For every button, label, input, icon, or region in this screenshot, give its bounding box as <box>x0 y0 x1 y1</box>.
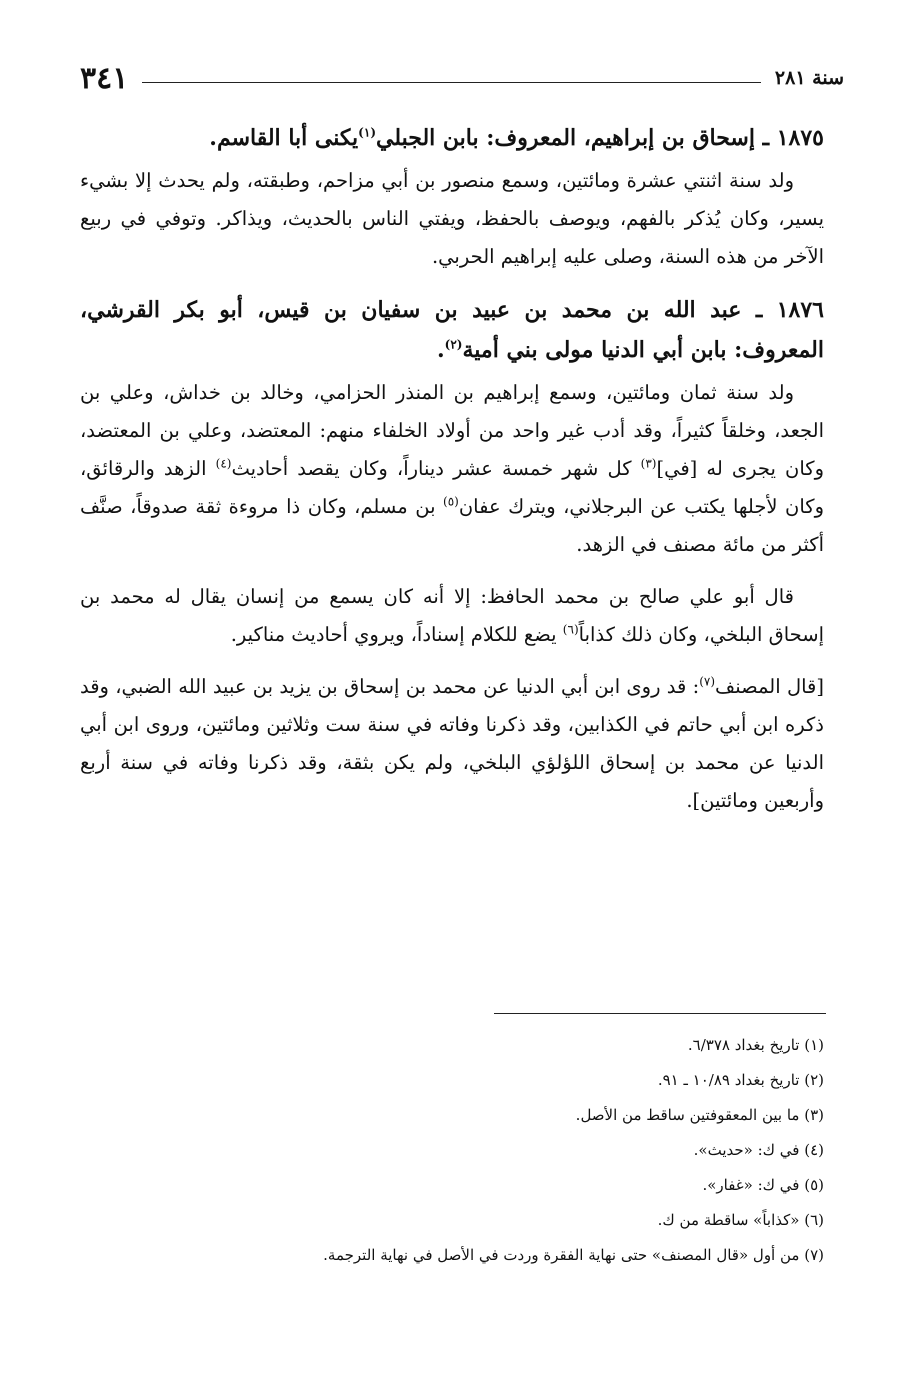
footnote-ref[interactable]: (٤) <box>215 456 232 471</box>
page-number: ٣٤١ <box>80 60 129 96</box>
entry-title-end: . <box>436 337 445 363</box>
footnote-ref[interactable]: (٧) <box>699 674 716 689</box>
footnote-ref[interactable]: (١) <box>358 125 376 140</box>
footnote: (٤) في ك: «حديث». <box>693 1141 824 1159</box>
entry-paragraph <box>80 374 824 564</box>
header-rule <box>142 82 761 83</box>
footnote: (٦) «كذاباً» ساقطة من ك. <box>657 1211 824 1229</box>
footnote: (٧) من أول «قال المصنف» حتى نهاية الفقرة وردت في الأصل في نهاية الترجمة. <box>323 1246 824 1264</box>
entry-title-1875 <box>80 118 824 158</box>
footnote-ref[interactable]: (٦) <box>562 622 579 637</box>
paragraph-text: ولد سنة ثمان ومائتين، وسمع إبراهيم بن المنذر الحزامي، وخالد بن خداش، وعلي بن الجعد، وخلقاً كثيراً، وقد أدب غير واحد من أولاد الخلفاء منهم: المعتضد، وعلي بن المعتضد، وكان يجرى له [في] <box>80 381 824 480</box>
paragraph-text: [قال المصنف <box>715 675 824 698</box>
main-text <box>80 118 824 834</box>
paragraph-text: الزهد والرقائق، وكان لأجلها يكتب عن البرجلاني، ويترك عفان <box>80 457 824 518</box>
entry-title-end: يكنى أبا القاسم. <box>209 125 359 151</box>
page-header <box>80 56 844 100</box>
paragraph-text: بن مسلم، وكان ذا مروءة ثقة صدوقاً، صنَّف أكثر من مائة مصنف في الزهد. <box>80 495 824 556</box>
entry-title-text: ١٨٧٥ ـ إسحاق بن إبراهيم، المعروف: بابن الجبلي <box>376 125 824 151</box>
paragraph-text: قال أبو علي صالح بن محمد الحافظ: إلا أنه كان يسمع من إنسان يقال له محمد بن إسحاق البلخي، وكان ذلك كذاباً <box>80 585 824 646</box>
running-head: سنة ٢٨١ <box>774 67 844 89</box>
paragraph-text: : قد روى ابن أبي الدنيا عن محمد بن إسحاق بن يزيد بن عبيد الله الضبي، وقد ذكره ابن أبي حاتم في الكذابين، وقد ذكرنا وفاته في سنة ست وثلاثين ومائتين، وروى ابن أبي الدنيا عن محمد بن إسحاق اللؤلؤي البلخي، ولم يكن بثقة، وقد ذكرنا وفاته في سنة أربع وأربعين ومائتين]. <box>80 675 824 812</box>
footnote: (٥) في ك: «غفار». <box>702 1176 824 1194</box>
footnote-ref[interactable]: (٣) <box>640 456 657 471</box>
footnote-divider <box>494 1013 826 1014</box>
footnote-ref[interactable]: (٥) <box>443 494 459 509</box>
footnote: (٣) ما بين المعقوفتين ساقط من الأصل. <box>575 1106 824 1124</box>
paragraph-text: كل شهر خمسة عشر ديناراً، وكان يقصد أحاديث <box>231 457 641 480</box>
entry-title-1876 <box>80 290 824 370</box>
entry-paragraph: ولد سنة اثنتي عشرة ومائتين، وسمع منصور بن أبي مزاحم، وطبقته، ولم يحدث إلا بشيء يسير، وكان يُذكر بالفهم، ويوصف بالحفظ، ويفتي الناس بالحديث، ويذاكر. وتوفي في ربيع الآخر من هذه السنة، وصلى عليه إبراهيم الحربي. <box>80 169 824 268</box>
entry-title-text: ١٨٧٦ ـ عبد الله بن محمد بن عبيد بن سفيان بن قيس، أبو بكر القرشي، المعروف: بابن أبي الدنيا مولى بني أمية <box>80 297 824 363</box>
footnote-ref[interactable]: (٢) <box>444 337 463 352</box>
footnotes <box>80 1028 824 1273</box>
paragraph-text: يضع للكلام إسناداً، ويروي أحاديث مناكير. <box>230 623 563 646</box>
entry-paragraph <box>80 578 824 654</box>
footnote: (٢) تاريخ بغداد ١٠/٨٩ ـ ٩١. <box>657 1071 824 1089</box>
entry-paragraph <box>80 668 824 820</box>
footnote: (١) تاريخ بغداد ٦/٣٧٨. <box>687 1036 824 1054</box>
